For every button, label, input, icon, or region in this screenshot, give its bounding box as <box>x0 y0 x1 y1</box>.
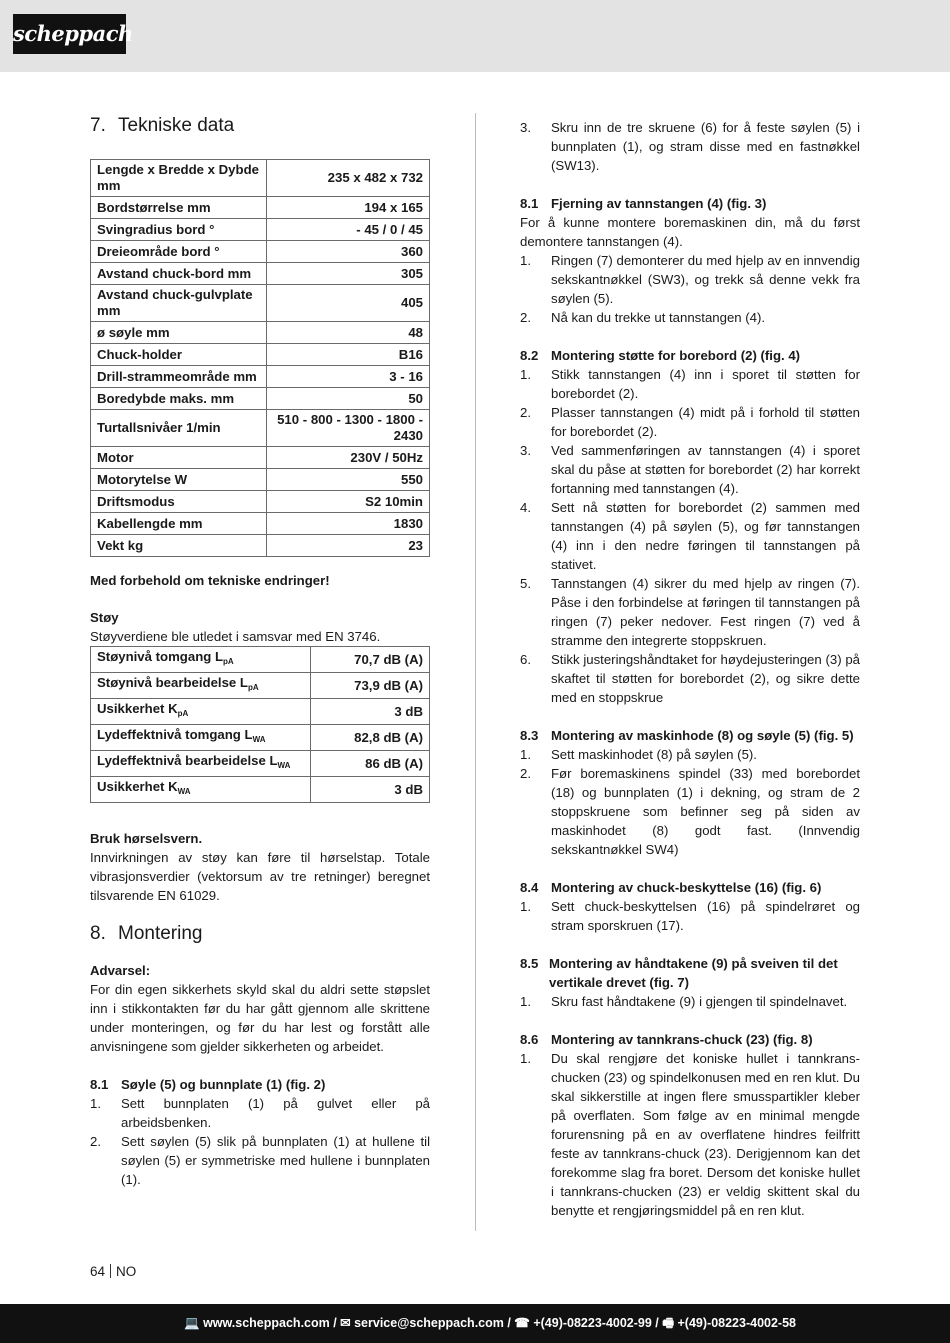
step-text: Skru fast håndtakene (9) i gjengen til spindelnavet. <box>551 994 848 1009</box>
spec-row <box>91 491 430 513</box>
section-8-heading: 8. Montering <box>90 923 203 944</box>
noise-value: 73,9 dB (A) <box>311 673 430 699</box>
hearing-heading: Bruk hørselsvern. <box>90 831 203 846</box>
spec-label: Avstand chuck-gulvplate mm <box>91 285 267 322</box>
spec-row <box>91 285 430 322</box>
list-item <box>520 764 860 859</box>
section-8-5-steps <box>520 992 860 1011</box>
list-item <box>520 118 860 175</box>
step-number: 3. <box>520 443 531 458</box>
spec-row <box>91 410 430 447</box>
noise-table <box>90 646 430 803</box>
spec-label: Driftsmodus <box>91 491 267 513</box>
step-number: 1. <box>520 367 531 382</box>
spec-label: ø søyle mm <box>91 322 267 344</box>
spec-value: 230V / 50Hz <box>267 447 430 469</box>
spec-label: Motor <box>91 447 267 469</box>
noise-value: 3 dB <box>311 777 430 803</box>
section-8-2-heading: 8.2 Montering støtte for borebord (2) (fig. 4) <box>520 348 801 363</box>
spec-value: 405 <box>267 285 430 322</box>
spec-row <box>91 219 430 241</box>
section-8-2-steps <box>520 365 860 707</box>
step-number: 2. <box>520 405 531 420</box>
spec-label: Svingradius bord ° <box>91 219 267 241</box>
step-number: 1. <box>520 994 531 1009</box>
noise-value: 70,7 dB (A) <box>311 647 430 673</box>
spec-label: Drill-strammeområde mm <box>91 366 267 388</box>
right-column <box>520 118 860 1220</box>
contact-text: 💻 www.scheppach.com / ✉ service@scheppach.com / ☎ +(49)-08223-4002-99 / 🖷 +(49)-08223-4002-58 <box>184 1316 796 1330</box>
list-item <box>90 1094 430 1132</box>
spec-label: Chuck-holder <box>91 344 267 366</box>
noise-value: 3 dB <box>311 699 430 725</box>
noise-row <box>91 673 430 699</box>
spec-row <box>91 160 430 197</box>
list-item <box>520 365 860 403</box>
noise-value: 82,8 dB (A) <box>311 725 430 751</box>
spec-table <box>90 159 430 557</box>
spec-value: S2 10min <box>267 491 430 513</box>
spec-row <box>91 263 430 285</box>
spec-label: Dreieområde bord ° <box>91 241 267 263</box>
spec-value: 23 <box>267 535 430 557</box>
spec-row <box>91 388 430 410</box>
step-number: 5. <box>520 576 531 591</box>
list-item <box>520 308 860 327</box>
noise-intro: Støyverdiene ble utledet i samsvar med EN 3746. <box>90 629 381 644</box>
spec-value: 50 <box>267 388 430 410</box>
step-number: 1. <box>520 1051 531 1066</box>
spec-label: Boredybde maks. mm <box>91 388 267 410</box>
step-text: Nå kan du trekke ut tannstangen (4). <box>551 310 766 325</box>
hearing-text: Innvirkningen av støy kan føre til hørselstap. Totale vibrasjonsverdier (vektorsum av tre retninger) beregnet tilsvarende EN 61029. <box>90 850 430 903</box>
noise-row <box>91 725 430 751</box>
spec-row <box>91 197 430 219</box>
list-item <box>520 251 860 308</box>
spec-row <box>91 366 430 388</box>
column-divider <box>475 113 476 1231</box>
step-text: Tannstangen (4) sikrer du med hjelp av ringen (7). Påse i den forbindelse at føringen til tannstangen på ringen (7) peker nedover. Fest ringen (7) ved å stramme den integrerte stoppskruen. <box>551 576 860 648</box>
noise-heading: Støy <box>90 610 119 625</box>
step-text: Stikk tannstangen (4) inn i sporet til støtten for borebordet (2). <box>551 367 860 401</box>
noise-row <box>91 699 430 725</box>
spec-label: Turtallsnivåer 1/min <box>91 410 267 447</box>
warning-text: For din egen sikkerhets skyld skal du aldri sette støpslet inn i stikkontakten før du har gått gjennom alle skrittene under monteringen, og før du har lest og forstått alle anvisningene som gjelder sikkerheten og arbeidet. <box>90 982 430 1054</box>
spec-row <box>91 344 430 366</box>
section-8-1-steps <box>90 1094 430 1189</box>
spec-label: Bordstørrelse mm <box>91 197 267 219</box>
contact-bar <box>0 1304 950 1343</box>
list-item <box>520 745 860 764</box>
step-number: 3. <box>520 120 531 135</box>
list-item <box>520 992 860 1011</box>
list-item <box>520 441 860 498</box>
reservation-note: Med forbehold om tekniske endringer! <box>90 573 330 588</box>
list-item <box>520 650 860 707</box>
list-item <box>520 574 860 650</box>
step-number: 1. <box>520 899 531 914</box>
spec-value: 194 x 165 <box>267 197 430 219</box>
spec-row <box>91 513 430 535</box>
spec-row <box>91 241 430 263</box>
spec-label: Lengde x Bredde x Dybde mm <box>91 160 267 197</box>
step-number: 1. <box>520 253 531 268</box>
step-text: Du skal rengjøre det koniske hullet i tannkrans-chucken (23) og spindelkonusen med en ren klut. Du skal sikkerstille at ingen flere smusspartikler kleber på overflaten. Som følge av en minimal mengde forurensning på en av overflatene hindres feilfritt feste av tannkrans-chuck (23). Derigjennom kan det forekomme slag fra boret. Dersom det koniske hullet i tannkrans-chucken (23) er veldig skittent skal du benytte et rengjøringsmiddel på en ren klut. <box>551 1051 860 1218</box>
spec-label: Vekt kg <box>91 535 267 557</box>
list-item <box>520 403 860 441</box>
spec-label: Kabellengde mm <box>91 513 267 535</box>
spec-value: 48 <box>267 322 430 344</box>
noise-label: Støynivå tomgang $L_{pA}$ <box>91 647 311 673</box>
page-number: 64 NO <box>90 1264 137 1279</box>
noise-row <box>91 647 430 673</box>
step-number: 2. <box>90 1134 101 1149</box>
step-text: Sett chuck-beskyttelsen (16) på spindelrøret og stram sporskruen (17). <box>551 899 860 933</box>
spec-row <box>91 322 430 344</box>
spec-label: Motorytelse W <box>91 469 267 491</box>
section-8-3-steps <box>520 745 860 859</box>
spec-row <box>91 535 430 557</box>
left-column <box>90 113 430 1189</box>
spec-value: B16 <box>267 344 430 366</box>
spec-value: - 45 / 0 / 45 <box>267 219 430 241</box>
noise-label: Usikkerhet $K_{pA}$ <box>91 699 311 725</box>
noise-label: Støynivå bearbeidelse $L_{pA}$ <box>91 673 311 699</box>
intro-steps <box>520 118 860 175</box>
step-text: Sett nå støtten for borebordet (2) sammen med tannstangen (4) på søylen (5), og før tannstangen (4) inn i den nedre føringen til tannstangen på stativet. <box>551 500 860 572</box>
step-number: 1. <box>90 1096 101 1111</box>
header-bar <box>0 0 950 72</box>
spec-value: 510 - 800 - 1300 - 1800 - 2430 <box>267 410 430 447</box>
spec-value: 305 <box>267 263 430 285</box>
spec-label: Avstand chuck-bord mm <box>91 263 267 285</box>
step-number: 2. <box>520 310 531 325</box>
noise-row <box>91 751 430 777</box>
noise-label: Lydeffektnivå bearbeidelse $L_{WA}$ <box>91 751 311 777</box>
step-text: Sett maskinhodet (8) på søylen (5). <box>551 747 757 762</box>
step-text: Før boremaskinens spindel (33) med borebordet (18) og bunnplaten (1) i dekning, og stram de 2 stoppskruene som befinner seg på siden av maskinhodet (8) godt fast. (Innvendig sekskantnøkkel SW4) <box>551 766 860 857</box>
section-8-4-heading: 8.4 Montering av chuck-beskyttelse (16) (fig. 6) <box>520 880 822 895</box>
section-8-6-steps <box>520 1049 860 1220</box>
warning-heading: Advarsel: <box>90 963 151 978</box>
list-item <box>90 1132 430 1189</box>
step-text: Sett bunnplaten (1) på gulvet eller på arbeidsbenken. <box>121 1096 430 1130</box>
step-number: 2. <box>520 766 531 781</box>
step-text: Stikk justeringshåndtaket for høydejusteringen (3) på skaftet til støtten for borebordet (2), og sikre dette med en stoppskrue <box>551 652 860 705</box>
noise-label: Usikkerhet $K_{WA}$ <box>91 777 311 803</box>
list-item <box>520 897 860 935</box>
spec-value: 1830 <box>267 513 430 535</box>
step-text: Sett søylen (5) slik på bunnplaten (1) at hullene til søylen (5) er symmetriske med hullene i bunnplaten (1). <box>121 1134 430 1187</box>
section-8-4-steps <box>520 897 860 935</box>
step-text: Ved sammenføringen av tannstangen (4) i sporet skal du påse at støtten for borebordet (2) har korrekt fortanning med tannstangen (4). <box>551 443 860 496</box>
list-item <box>520 498 860 574</box>
section-7-heading: 7. Tekniske data <box>90 115 235 136</box>
noise-row <box>91 777 430 803</box>
section-8-3-heading: 8.3 Montering av maskinhode (8) og søyle (5) (fig. 5) <box>520 728 854 743</box>
list-item <box>520 1049 860 1220</box>
section-8-1b-steps <box>520 251 860 327</box>
step-text: Plasser tannstangen (4) midt på i forhold til støtten for borebordet (2). <box>551 405 860 439</box>
spec-row <box>91 469 430 491</box>
section-8-1-heading: 8.1 Søyle (5) og bunnplate (1) (fig. 2) <box>90 1077 326 1092</box>
section-8-1b-intro: For å kunne montere boremaskinen din, må du først demontere tannstangen (4). <box>520 215 860 249</box>
spec-value: 360 <box>267 241 430 263</box>
spec-value: 550 <box>267 469 430 491</box>
step-number: 6. <box>520 652 531 667</box>
noise-value: 86 dB (A) <box>311 751 430 777</box>
step-text: Ringen (7) demonterer du med hjelp av en innvendig sekskantnøkkel (SW3), og trekk så denne vekk fra søylen (5). <box>551 253 860 306</box>
step-text: Skru inn de tre skruene (6) for å feste søylen (5) i bunnplaten (1), og stram disse med en fastnøkkel (SW13). <box>551 120 860 173</box>
noise-label: Lydeffektnivå tomgang $L_{WA}$ <box>91 725 311 751</box>
step-number: 4. <box>520 500 531 515</box>
step-number: 1. <box>520 747 531 762</box>
brand-logo: scheppach <box>13 14 126 54</box>
spec-value: 235 x 482 x 732 <box>267 160 430 197</box>
spec-row <box>91 447 430 469</box>
section-8-6-heading: 8.6 Montering av tannkrans-chuck (23) (fig. 8) <box>520 1032 813 1047</box>
section-8-1b-heading: 8.1 Fjerning av tannstangen (4) (fig. 3) <box>520 196 767 211</box>
section-8-5-heading: 8.5 Montering av håndtakene (9) på sveiven til det vertikale drevet (fig. 7) <box>520 956 838 990</box>
spec-value: 3 - 16 <box>267 366 430 388</box>
